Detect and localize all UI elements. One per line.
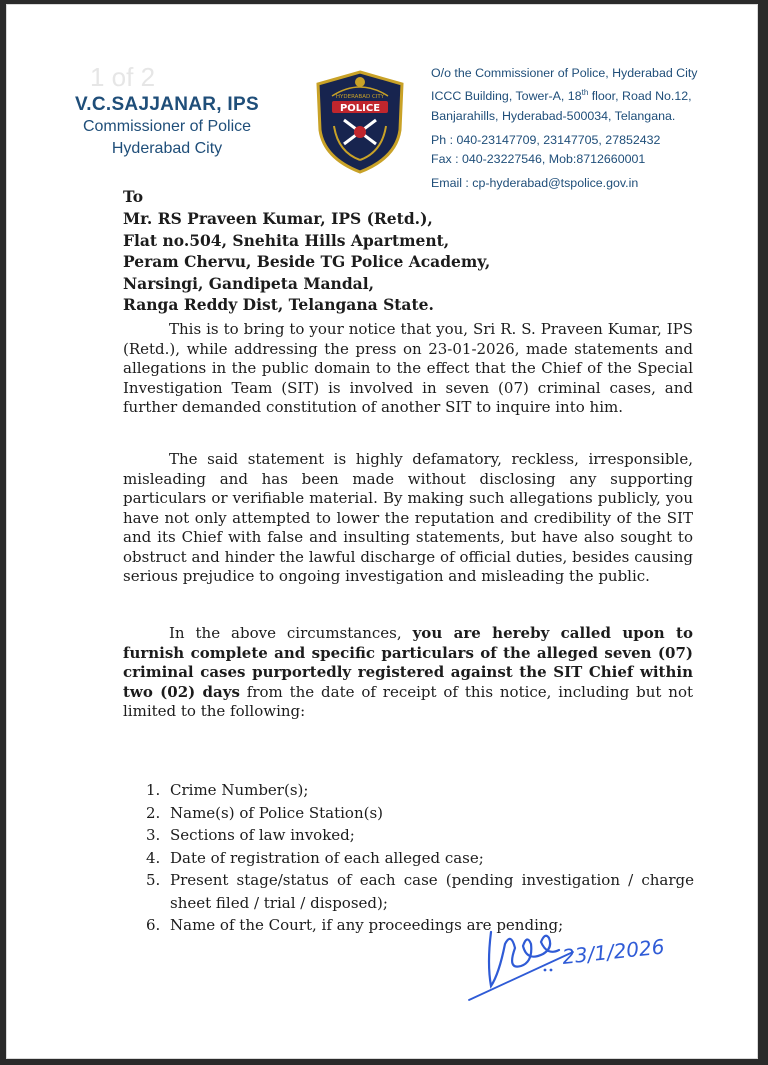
sender-city: Hyderabad City: [111, 140, 223, 157]
paragraph-demand: In the above circumstances, you are hereby called upon to furnish complete and specific particulars of the alleged seven (07) criminal cases purportedly registered against the SIT Chief within two (02) days from the date of receipt of this notice, including but not limited to the following:: [123, 624, 694, 720]
list-item: 1. Crime Number(s);: [146, 781, 309, 799]
signature-date: 23/1/2026: [561, 934, 666, 969]
office-phone: Ph : 040-23147709, 23147705, 27852432: [431, 132, 661, 147]
office-line-3: Banjarahills, Hyderabad-500034, Telangana.: [431, 108, 676, 123]
office-line-1: O/o the Commissioner of Police, Hyderabad City: [431, 66, 698, 80]
office-email: Email : cp-hyderabad@tspolice.gov.in: [431, 176, 639, 191]
recipient-line-1: Mr. RS Praveen Kumar, IPS (Retd.),: [123, 209, 433, 228]
office-fax: Fax : 040-23227546, Mob:8712660001: [431, 151, 646, 166]
list-item: 3. Sections of law invoked;: [146, 826, 355, 844]
emblem-main-text: POLICE: [339, 103, 381, 114]
demand-emphasis: you are hereby called upon to furnish complete and specific particulars of the alleged seven (07) criminal cases purportedly registered against the SIT Chief within two (02) days: [123, 624, 693, 701]
list-item: 4. Date of registration of each alleged case;: [146, 848, 484, 867]
letter-page: [6, 4, 758, 1059]
office-line-2: ICCC Building, Tower-A, 18th floor, Road No.12,: [431, 88, 692, 104]
handwritten-signature-icon: [461, 904, 721, 1014]
sender-block: [62, 94, 272, 160]
list-item: 2. Name(s) of Police Station(s): [146, 803, 384, 822]
emblem-top-text: HYDERABAD CITY: [335, 94, 385, 100]
recipient-line-5: Ranga Reddy Dist, Telangana State.: [123, 295, 434, 314]
sender-name: V.C.SAJJANAR, IPS: [75, 94, 259, 115]
office-address-block: [431, 64, 761, 193]
page-indicator-watermark: 1 of 2: [90, 62, 156, 92]
recipient-line-3: Peram Chervu, Beside TG Police Academy,: [123, 252, 491, 271]
list-item: 6. Name of the Court, if any proceedings are pending;: [146, 916, 564, 934]
to-label: To: [123, 187, 144, 206]
recipient-address: [123, 208, 490, 316]
recipient-line-4: Narsingi, Gandipeta Mandal,: [123, 273, 374, 293]
recipient-line-2: Flat no.504, Snehita Hills Apartment,: [123, 230, 450, 250]
sender-title: Commissioner of Police: [82, 118, 252, 135]
list-item: 5. Present stage/status of each case (pending investigation / charge sheet filed / trial / disposed);: [146, 871, 694, 912]
police-emblem-icon: [312, 68, 408, 176]
paragraph-notice: This is to bring to your notice that you, Sri R. S. Praveen Kumar, IPS (Retd.), while addressing the press on 23-01-2026, made statements and allegations in the public domain to the effect that the Chief of the Special Investigation Team (SIT) is involved in seven (07) criminal cases, and further demanded constitution of another SIT to inquire into him.: [123, 320, 693, 416]
paragraph-defamation: The said statement is highly defamatory, reckless, irresponsible, misleading and has been made without disclosing any supporting particulars or verifiable material. By making such allegations publicly, you have not only attempted to lower the reputation and credibility of the SIT and its Chief with false and insulting statements, but have also sought to obstruct and hinder the lawful discharge of official duties, besides causing serious prejudice to ongoing investigation and misleading the public.: [123, 450, 693, 585]
